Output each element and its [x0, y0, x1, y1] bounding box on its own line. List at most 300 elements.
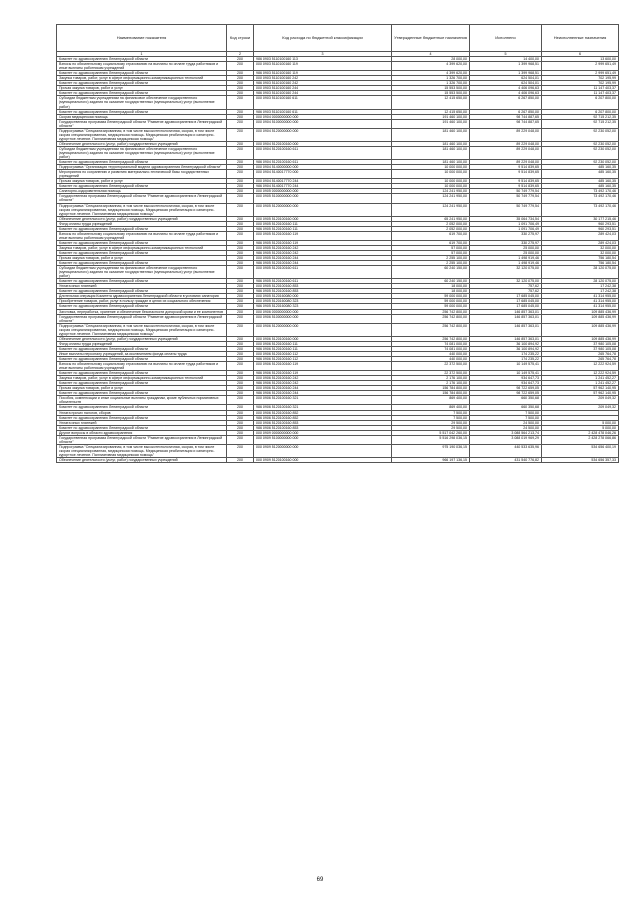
executed-cell: 174 235,22: [470, 357, 542, 362]
expense-code-cell: 000 0905 5120160080 323: [254, 299, 392, 304]
line-code-cell: 200: [227, 336, 254, 341]
indicator-name-cell: Фонд оплаты труда учреждений: [57, 341, 227, 346]
indicator-name-cell: Комитет по здравоохранению Ленинградской области: [57, 425, 227, 430]
executed-cell: 934 647,73: [470, 376, 542, 381]
column-number: 1: [57, 52, 227, 57]
expense-code-cell: 986 0906 5120100160 853: [254, 425, 392, 430]
unexecuted-cell: 37 980 105,08: [542, 341, 619, 346]
executed-cell: 1 091 706,49: [470, 221, 542, 226]
line-code-cell: 200: [227, 184, 254, 189]
approved-cell: 124 241 950,00: [392, 194, 470, 203]
executed-cell: 89 229 048,00: [470, 141, 542, 146]
indicator-name-cell: Комитет по здравоохранению Ленинградской области: [57, 381, 227, 386]
approved-cell: 10 000 000,00: [392, 165, 470, 170]
table-row: [57, 146, 619, 159]
unexecuted-cell: 2 999 651,49: [542, 62, 619, 71]
executed-cell: 36 100 894,92: [470, 341, 542, 346]
executed-cell: 757,62: [470, 284, 542, 289]
executed-cell: 9 514 839,65: [470, 165, 542, 170]
unexecuted-cell: 12 222 924,59: [542, 371, 619, 376]
line-code-cell: 200: [227, 323, 254, 336]
indicator-name-cell: Подпрограмма "Специализированная, в том числе высокотехнологичная, скорая, в том числе скорая специализированная, медицинская помощь. Медицинская реабилитация и санаторно-курортное лечение. Паллиативная медицинская помощь": [57, 323, 227, 336]
expense-code-cell: 986 0906 5120100160 119: [254, 371, 392, 376]
executed-cell: 146 857 363,01: [470, 314, 542, 323]
executed-cell: 9 514 839,65: [470, 179, 542, 184]
table-row: [57, 231, 619, 240]
approved-cell: 57 000,00: [392, 245, 470, 250]
approved-cell: 2 176 100,00: [392, 381, 470, 386]
line-code-cell: 200: [227, 430, 254, 435]
executed-cell: 6 267 850,00: [470, 109, 542, 114]
executed-cell: 3 088 564 213,74: [470, 430, 542, 435]
table-row: [57, 203, 619, 216]
executed-cell: 98 722 659,05: [470, 391, 542, 396]
line-code-cell: 200: [227, 341, 254, 346]
unexecuted-cell: 534 656 357,33: [542, 457, 619, 462]
table-row: [57, 194, 619, 203]
line-code-cell: 200: [227, 170, 254, 179]
line-code-cell: 200: [227, 57, 254, 62]
approved-cell: 18 000,00: [392, 284, 470, 289]
executed-cell: 146 857 363,01: [470, 336, 542, 341]
unexecuted-cell: 756 180,54: [542, 256, 619, 261]
executed-cell: 9 514 839,65: [470, 184, 542, 189]
approved-cell: 12 415 650,00: [392, 96, 470, 109]
approved-cell: 966 197 136,15: [392, 457, 470, 462]
line-code-cell: 200: [227, 240, 254, 245]
expense-code-cell: 986 0906 5120100160 111: [254, 346, 392, 351]
line-code-cell: 200: [227, 405, 254, 410]
unexecuted-cell: 11 147 403,37: [542, 86, 619, 91]
indicator-name-cell: Комитет по здравоохранению Ленинградской области: [57, 371, 227, 376]
executed-cell: 934 647,73: [470, 381, 542, 386]
approved-cell: 2 255 100,00: [392, 256, 470, 261]
line-code-cell: 200: [227, 114, 254, 119]
line-code-cell: 200: [227, 314, 254, 323]
indicator-name-cell: Комитет по здравоохранению Ленинградской области: [57, 250, 227, 255]
indicator-name-cell: Субсидии бюджетным учреждениям на финансовое обеспечение государственного (муниципального) задания на оказание государственных (муниципальных) услуг (выполнение работ): [57, 266, 227, 279]
indicator-name-cell: Комитет по здравоохранению Ленинградской области: [57, 91, 227, 96]
line-code-cell: 200: [227, 391, 254, 396]
indicator-name-cell: Уплата прочих налогов, сборов: [57, 410, 227, 415]
line-code-cell: 200: [227, 444, 254, 457]
expense-code-cell: 000 0903 5110100160 611: [254, 96, 392, 109]
indicator-name-cell: Комитет по здравоохранению Ленинградской области: [57, 184, 227, 189]
line-code-cell: 200: [227, 96, 254, 109]
indicator-name-cell: Прочая закупка товаров, работ и услуг: [57, 179, 227, 184]
line-code-cell: 200: [227, 435, 254, 444]
line-code-cell: 200: [227, 81, 254, 86]
executed-cell: 36 100 894,92: [470, 346, 542, 351]
approved-cell: 256 742 800,00: [392, 323, 470, 336]
indicator-name-cell: Взносы по обязательному социальному страхованию на выплаты по оплате труда работников и иные выплаты работникам учреждений: [57, 362, 227, 371]
approved-cell: 619 700,00: [392, 231, 470, 240]
indicator-name-cell: Комитет по здравоохранению Ленинградской области: [57, 160, 227, 165]
line-code-cell: 200: [227, 415, 254, 420]
line-code-cell: 200: [227, 299, 254, 304]
line-code-cell: 200: [227, 245, 254, 250]
expense-code-cell: 000 0904 5140017770 244: [254, 179, 392, 184]
indicator-name-cell: Комитет по здравоохранению Ленинградской области: [57, 405, 227, 410]
unexecuted-cell: 32 000,00: [542, 250, 619, 255]
approved-cell: 1 326 700,00: [392, 76, 470, 81]
executed-cell: 50 749 779,54: [470, 189, 542, 194]
line-code-cell: 200: [227, 386, 254, 391]
line-code-cell: 200: [227, 226, 254, 231]
indicator-name-cell: Другие вопросы в области здравоохранения: [57, 430, 227, 435]
indicator-name-cell: Скорая медицинская помощь: [57, 114, 227, 119]
approved-cell: 156 784 800,00: [392, 386, 470, 391]
table-row: [57, 314, 619, 323]
indicator-name-cell: Комитет по здравоохранению Ленинградской области: [57, 391, 227, 396]
line-code-cell: 200: [227, 146, 254, 159]
indicator-name-cell: Обеспечение деятельности (услуг, работ) государственных учреждений: [57, 141, 227, 146]
unexecuted-cell: 13 600,00: [542, 57, 619, 62]
executed-cell: 174 235,22: [470, 351, 542, 356]
indicator-name-cell: Комитет по здравоохранению Ленинградской области: [57, 279, 227, 284]
line-code-cell: 200: [227, 351, 254, 356]
unexecuted-cell: 41 314 955,00: [542, 299, 619, 304]
line-code-cell: 200: [227, 216, 254, 221]
executed-cell: 17 685 045,00: [470, 299, 542, 304]
unexecuted-cell: 28 120 075,00: [542, 266, 619, 279]
executed-cell: 24 500,00: [470, 425, 542, 430]
unexecuted-cell: 702 195,99: [542, 76, 619, 81]
unexecuted-cell: 5 000,00: [542, 420, 619, 425]
approved-cell: 74 081 000,00: [392, 346, 470, 351]
expense-code-cell: 000 0903 5110100160 119: [254, 62, 392, 71]
table-row: [57, 396, 619, 405]
approved-cell: 191 460 100,00: [392, 114, 470, 119]
table-row: [57, 323, 619, 336]
expense-code-cell: 000 0904 5100000000 000: [254, 119, 392, 128]
executed-cell: 440 533 635,96: [470, 444, 542, 457]
executed-cell: 4 406 096,63: [470, 86, 542, 91]
expense-code-cell: 986 0905 5120100160 111: [254, 226, 392, 231]
column-number: 2: [227, 52, 254, 57]
executed-cell: 89 229 048,00: [470, 128, 542, 141]
unexecuted-cell: 289 424,03: [542, 231, 619, 240]
approved-cell: 22 372 500,00: [392, 371, 470, 376]
indicator-name-cell: Комитет по здравоохранению Ленинградской области: [57, 109, 227, 114]
header-executed: Исполнено: [470, 25, 542, 52]
executed-cell: 146 857 363,01: [470, 323, 542, 336]
executed-cell: 89 229 048,00: [470, 146, 542, 159]
approved-cell: 7 500,00: [392, 410, 470, 415]
unexecuted-cell: 1 241 452,27: [542, 381, 619, 386]
table-row: [57, 362, 619, 371]
expense-code-cell: 000 0905 5120100160 111: [254, 221, 392, 226]
expense-code-cell: 000 0906 0000000000 000: [254, 309, 392, 314]
unexecuted-cell: 92 230 052,00: [542, 128, 619, 141]
indicator-name-cell: Взносы по обязательному социальному страхованию на выплаты по оплате труда работников и иные выплаты работникам учреждений: [57, 62, 227, 71]
expense-code-cell: 000 0904 0000000000 000: [254, 114, 392, 119]
approved-cell: 2 176 100,00: [392, 376, 470, 381]
indicator-name-cell: Подпрограмма "Специализированная, в том числе высокотехнологичная, скорая, в том числе скорая специализированная, медицинская помощь. Медицинская реабилитация и санаторно-курортное лечение. Паллиативная медицинская помощь": [57, 444, 227, 457]
indicator-name-cell: Приобретение товаров, работ, услуг в пользу граждан в целях их социального обеспечения: [57, 299, 227, 304]
expense-code-cell: 000 0904 5140017770 000: [254, 170, 392, 179]
executed-cell: 10 149 575,41: [470, 371, 542, 376]
approved-cell: 256 742 800,00: [392, 336, 470, 341]
approved-cell: 156 784 800,00: [392, 391, 470, 396]
line-code-cell: 200: [227, 304, 254, 309]
approved-cell: 60 240 150,00: [392, 279, 470, 284]
table-row: [57, 435, 619, 444]
unexecuted-cell: 485 160,35: [542, 179, 619, 184]
unexecuted-cell: 57 962 140,95: [542, 386, 619, 391]
line-code-cell: 200: [227, 309, 254, 314]
indicator-name-cell: Подпрограмма "Специализированная, в том числе высокотехнологичная, скорая, в том числе скорая специализированная, медицинская помощь. Медицинская реабилитация и санаторно-курортное лечение. Паллиативная медицинская помощь": [57, 203, 227, 216]
expense-code-cell: 000 0906 5120100160 242: [254, 376, 392, 381]
executed-cell: 1 399 968,51: [470, 71, 542, 76]
indicator-name-cell: Государственная программа Ленинградской области "Развитие здравоохранения в Ленинградской области": [57, 194, 227, 203]
column-number: 3: [254, 52, 392, 57]
expense-code-cell: 000 0903 5110100160 242: [254, 76, 392, 81]
line-code-cell: 200: [227, 71, 254, 76]
approved-cell: 124 241 950,00: [392, 189, 470, 194]
expense-code-cell: 000 0905 0000000000 000: [254, 189, 392, 194]
approved-cell: 29 500,00: [392, 425, 470, 430]
executed-cell: 17 685 045,00: [470, 294, 542, 299]
approved-cell: 975 190 036,15: [392, 444, 470, 457]
indicator-name-cell: Закупка товаров, работ, услуг в сфере информационно-коммуникационных технологий: [57, 76, 227, 81]
line-code-cell: 200: [227, 221, 254, 226]
line-code-cell: 200: [227, 165, 254, 170]
line-code-cell: 200: [227, 346, 254, 351]
indicator-name-cell: Обеспечение деятельности (услуг, работ) государственных учреждений: [57, 336, 227, 341]
unexecuted-cell: 485 160,35: [542, 184, 619, 189]
unexecuted-cell: 6 207 800,00: [542, 96, 619, 109]
unexecuted-cell: 92 715 212,35: [542, 119, 619, 128]
approved-cell: 5 516 298 036,15: [392, 435, 470, 444]
indicator-name-cell: Комитет по здравоохранению Ленинградской области: [57, 226, 227, 231]
table-row: [57, 119, 619, 128]
expense-code-cell: 000 0906 5120100160 853: [254, 420, 392, 425]
unexecuted-cell: 289 424,03: [542, 240, 619, 245]
expense-code-cell: 986 0903 5110100160 242: [254, 81, 392, 86]
approved-cell: 869 400,00: [392, 405, 470, 410]
expense-code-cell: 986 0906 5120100160 852: [254, 415, 392, 420]
executed-cell: 1 091 706,49: [470, 226, 542, 231]
executed-cell: 624 504,01: [470, 76, 542, 81]
executed-cell: 9 514 839,65: [470, 170, 542, 179]
unexecuted-cell: 109 885 436,99: [542, 336, 619, 341]
line-code-cell: 200: [227, 179, 254, 184]
executed-cell: 17 685 045,00: [470, 304, 542, 309]
table-row: [57, 128, 619, 141]
indicator-name-cell: Прочая закупка товаров, работ и услуг: [57, 386, 227, 391]
executed-cell: 50 749 779,54: [470, 194, 542, 203]
unexecuted-cell: 5 000,00: [542, 425, 619, 430]
expense-code-cell: 000 0905 5120100160 000: [254, 216, 392, 221]
line-code-cell: 200: [227, 381, 254, 386]
executed-cell: 35 064 734,54: [470, 216, 542, 221]
header-unexecuted: Неисполненные назначения: [542, 25, 619, 52]
indicator-name-cell: Заготовка, переработка, хранение и обеспечение безопасности донорской крови и ее компонентов: [57, 309, 227, 314]
line-code-cell: 200: [227, 62, 254, 71]
table-body: [57, 57, 619, 463]
expense-code-cell: 000 0906 5120100160 000: [254, 336, 392, 341]
executed-cell: 1 399 968,51: [470, 62, 542, 71]
expense-code-cell: 986 0903 5110100160 244: [254, 91, 392, 96]
approved-cell: 18 000,00: [392, 289, 470, 294]
approved-cell: 619 700,00: [392, 240, 470, 245]
indicator-name-cell: Комитет по здравоохранению Ленинградской области: [57, 240, 227, 245]
approved-cell: 74 081 000,00: [392, 341, 470, 346]
expense-code-cell: 000 0904 5120000000 000: [254, 128, 392, 141]
line-code-cell: 200: [227, 128, 254, 141]
header-expense-code: Код расхода по бюджетной классификации: [254, 25, 392, 52]
approved-cell: 256 742 800,00: [392, 309, 470, 314]
expense-code-cell: 000 0906 5120100160 111: [254, 341, 392, 346]
line-code-cell: 200: [227, 284, 254, 289]
line-code-cell: 200: [227, 457, 254, 462]
unexecuted-cell: 41 314 955,00: [542, 304, 619, 309]
executed-cell: 14 400,00: [470, 57, 542, 62]
unexecuted-cell: 73 492 170,46: [542, 189, 619, 194]
approved-cell: 4 399 620,00: [392, 62, 470, 71]
approved-cell: 57 000,00: [392, 250, 470, 255]
report-page: [56, 24, 618, 463]
expense-code-cell: 000 0906 5100000000 000: [254, 314, 392, 323]
unexecuted-cell: 17 242,38: [542, 289, 619, 294]
indicator-name-cell: Прочая закупка товаров, работ и услуг: [57, 256, 227, 261]
expense-code-cell: 986 0903 5110100160 113: [254, 57, 392, 62]
expense-code-cell: 986 0903 5110100160 119: [254, 71, 392, 76]
indicator-name-cell: Комитет по здравоохранению Ленинградской области: [57, 81, 227, 86]
unexecuted-cell: 2 428 278 066,86: [542, 435, 619, 444]
table-header-row: [57, 25, 619, 52]
line-code-cell: 200: [227, 362, 254, 371]
line-code-cell: 200: [227, 76, 254, 81]
line-code-cell: 200: [227, 294, 254, 299]
unexecuted-cell: 209 049,32: [542, 396, 619, 405]
expense-code-cell: 986 0905 5120160080 323: [254, 304, 392, 309]
executed-cell: 624 504,01: [470, 81, 542, 86]
table-row: [57, 457, 619, 462]
table-row: [57, 170, 619, 179]
expense-code-cell: 000 0909 5120000000 000: [254, 444, 392, 457]
line-code-cell: 200: [227, 289, 254, 294]
header-indicator-name: Наименование показателя: [57, 25, 227, 52]
executed-cell: 1 498 919,46: [470, 261, 542, 266]
approved-cell: 2 255 100,00: [392, 261, 470, 266]
indicator-name-cell: Длительная операция Комитета здравоохранения Ленинградской области в условиях санатория: [57, 294, 227, 299]
line-code-cell: 200: [227, 420, 254, 425]
approved-cell: 1 326 700,00: [392, 81, 470, 86]
unexecuted-cell: 960 293,51: [542, 221, 619, 226]
executed-cell: 10 149 575,41: [470, 362, 542, 371]
expense-code-cell: 986 0905 5120100160 611: [254, 279, 392, 284]
indicator-name-cell: Иные выплаты персоналу учреждений, за исключением фонда оплаты труда: [57, 351, 227, 356]
approved-cell: 181 460 100,00: [392, 146, 470, 159]
indicator-name-cell: Комитет по здравоохранению Ленинградской области: [57, 71, 227, 76]
expense-code-cell: 000 0905 5120160080 000: [254, 294, 392, 299]
indicator-name-cell: Комитет по здравоохранению Ленинградской области: [57, 289, 227, 294]
approved-cell: 59 000 000,00: [392, 304, 470, 309]
unexecuted-cell: 32 000,00: [542, 245, 619, 250]
line-code-cell: 200: [227, 231, 254, 240]
indicator-name-cell: Санаторно-оздоровительная помощь: [57, 189, 227, 194]
expense-code-cell: 000 0905 5120100160 853: [254, 284, 392, 289]
approved-cell: 12 415 650,00: [392, 109, 470, 114]
expense-code-cell: 000 0905 5120100160 119: [254, 231, 392, 240]
indicator-name-cell: Подпрограмма "Организация территориальной модели здравоохранения Ленинградской области": [57, 165, 227, 170]
unexecuted-cell: 960 293,51: [542, 226, 619, 231]
approved-cell: 191 460 100,00: [392, 119, 470, 128]
indicator-name-cell: Уплата иных платежей: [57, 284, 227, 289]
line-code-cell: 200: [227, 376, 254, 381]
unexecuted-cell: 92 230 052,00: [542, 141, 619, 146]
line-code-cell: 200: [227, 357, 254, 362]
unexecuted-cell: 28 120 075,00: [542, 279, 619, 284]
unexecuted-cell: 209 049,32: [542, 405, 619, 410]
executed-cell: 4 406 096,63: [470, 91, 542, 96]
executed-cell: 25 000,00: [470, 250, 542, 255]
executed-cell: 660 350,68: [470, 405, 542, 410]
unexecuted-cell: 2 428 478 046,26: [542, 430, 619, 435]
line-code-cell: 200: [227, 91, 254, 96]
executed-cell: 89 229 048,00: [470, 160, 542, 165]
indicator-name-cell: Обеспечение деятельности (услуг, работ) государственных учреждений: [57, 216, 227, 221]
unexecuted-cell: 485 160,35: [542, 170, 619, 179]
executed-cell: 98 744 887,65: [470, 119, 542, 128]
indicator-name-cell: Обеспечение деятельности (услуг, работ) государственных учреждений: [57, 457, 227, 462]
executed-cell: 660 350,68: [470, 396, 542, 405]
expense-code-cell: 986 0906 5120100160 112: [254, 357, 392, 362]
expense-code-cell: 000 0906 5120000000 000: [254, 323, 392, 336]
unexecuted-cell: 109 885 436,99: [542, 323, 619, 336]
unexecuted-cell: 485 160,35: [542, 165, 619, 170]
expense-code-cell: 000 0909 5120100160 000: [254, 457, 392, 462]
approved-cell: 15 553 500,00: [392, 86, 470, 91]
line-code-cell: 200: [227, 86, 254, 91]
indicator-name-cell: Мероприятия по сохранению и развитию материально-технической базы государственных учреждений: [57, 170, 227, 179]
unexecuted-cell: 73 492 170,46: [542, 194, 619, 203]
expense-code-cell: 986 0906 5120100160 242: [254, 381, 392, 386]
approved-cell: 440 000,00: [392, 351, 470, 356]
unexecuted-cell: 92 715 212,35: [542, 114, 619, 119]
approved-cell: 4 399 620,00: [392, 71, 470, 76]
executed-cell: 3 088 019 969,29: [470, 435, 542, 444]
indicator-name-cell: Государственная программа Ленинградской области "Развитие здравоохранения в Ленинградской области": [57, 314, 227, 323]
indicator-name-cell: Комитет по здравоохранению Ленинградской области: [57, 304, 227, 309]
expense-code-cell: 000 0909 5100000000 000: [254, 435, 392, 444]
unexecuted-cell: 109 885 436,99: [542, 309, 619, 314]
executed-cell: 431 540 776,82: [470, 457, 542, 462]
indicator-name-cell: Субсидии бюджетным учреждениям на финансовое обеспечение государственного (муниципального) задания на оказание государственных (муниципальных) услуг (выполнение работ): [57, 96, 227, 109]
approved-cell: 28 000,00: [392, 57, 470, 62]
line-code-cell: 200: [227, 396, 254, 405]
approved-cell: 10 000 000,00: [392, 170, 470, 179]
unexecuted-cell: 1 241 452,27: [542, 376, 619, 381]
executed-cell: 1 498 919,46: [470, 256, 542, 261]
unexecuted-cell: 37 980 105,08: [542, 346, 619, 351]
header-line-code: Код строки: [227, 25, 254, 52]
executed-cell: 6 267 850,00: [470, 96, 542, 109]
approved-cell: 440 000,00: [392, 357, 470, 362]
unexecuted-cell: 2 999 651,49: [542, 71, 619, 76]
line-code-cell: 200: [227, 119, 254, 128]
executed-cell: 7 500,00: [470, 415, 542, 420]
approved-cell: 181 460 100,00: [392, 160, 470, 165]
expense-code-cell: 000 0906 5120100160 119: [254, 362, 392, 371]
indicator-name-cell: Комитет по здравоохранению Ленинградской области: [57, 346, 227, 351]
approved-cell: 869 400,00: [392, 396, 470, 405]
table-row: [57, 444, 619, 457]
expense-code-cell: 000 0904 5140000000 000: [254, 165, 392, 170]
line-code-cell: 200: [227, 279, 254, 284]
